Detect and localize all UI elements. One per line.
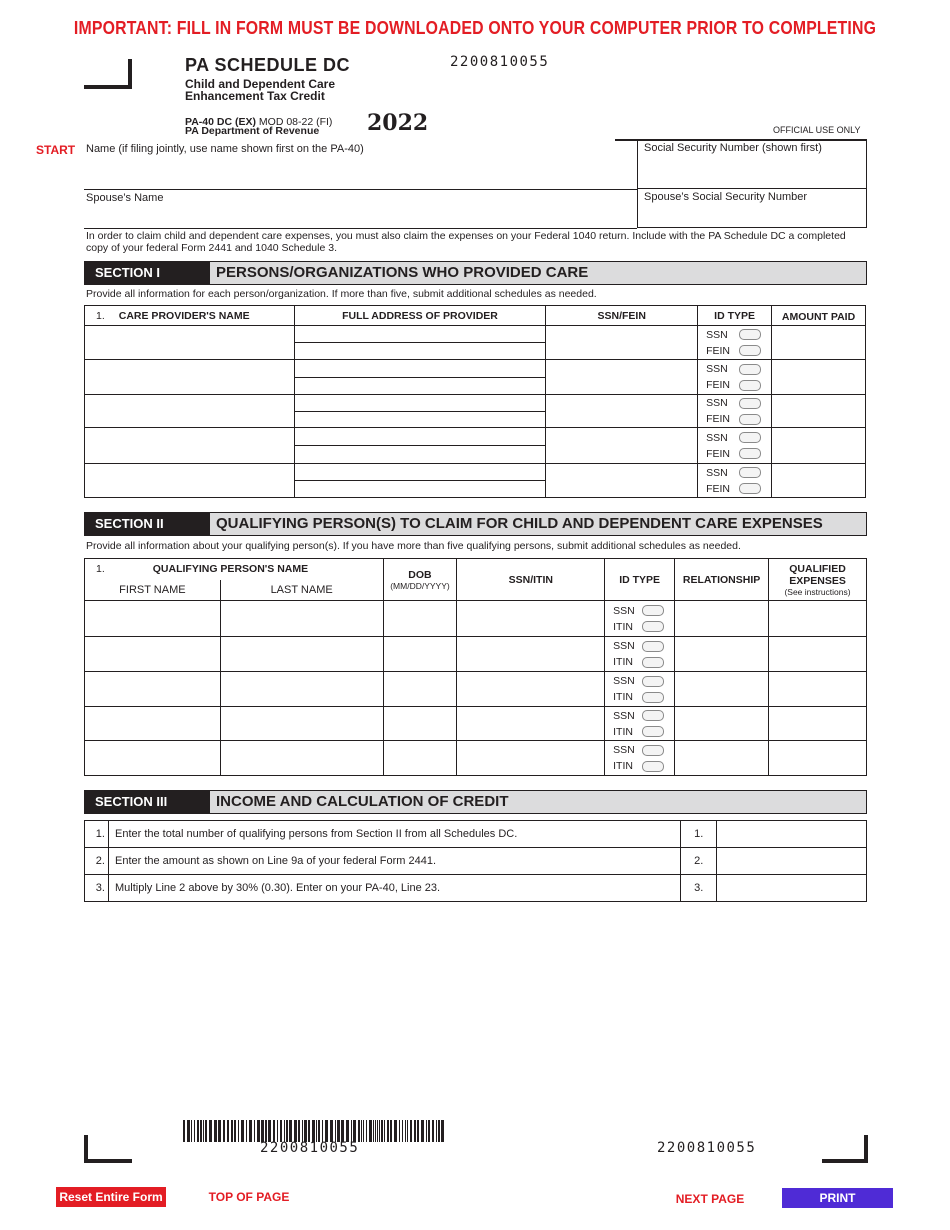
qp-dob-text: DOB — [408, 568, 432, 581]
id-option-fein[interactable] — [698, 411, 771, 427]
id-option-label: ITIN — [613, 725, 633, 738]
provider-address-line-2[interactable] — [295, 446, 546, 463]
id-option-label: SSN — [613, 640, 635, 652]
barcode-bar — [428, 1120, 430, 1142]
qp-idtype-cell — [605, 672, 675, 707]
calc-line-text: Enter the total number of qualifying persons from Section II from all Schedules DC. — [108, 821, 680, 848]
registration-mark-top-left — [84, 59, 132, 89]
barcode-bar — [414, 1120, 416, 1142]
barcode-bar — [325, 1120, 328, 1142]
barcode-bar — [246, 1120, 247, 1142]
id-option-label: SSN — [706, 363, 728, 375]
barcode-bar — [183, 1120, 185, 1142]
qp-dob-input[interactable] — [383, 741, 457, 776]
provider-amount-input[interactable] — [772, 360, 866, 395]
qp-expenses-input[interactable] — [769, 637, 867, 672]
section-3-header — [84, 790, 867, 814]
qp-name-header-text: QUALIFYING PERSON'S NAME — [152, 563, 309, 576]
calc-line-2-input[interactable] — [717, 848, 867, 875]
care-provider-row — [85, 326, 866, 360]
calc-line-1-input[interactable] — [717, 821, 867, 848]
qp-idtype-cell — [605, 601, 675, 637]
provider-address-line-2[interactable] — [295, 481, 546, 497]
qp-ssn-input[interactable] — [457, 707, 605, 741]
barcode-bar — [197, 1120, 199, 1142]
radio-button-icon[interactable] — [739, 398, 761, 409]
form-id-mod: MOD 08-22 (FI) — [258, 116, 333, 128]
care-provider-row — [85, 428, 866, 464]
provider-ssn-input[interactable] — [546, 395, 698, 428]
section-2-instructions: Provide all information about your qualifying person(s). If you have more than five qualifying persons, submit additional schedules as needed. — [86, 540, 741, 552]
official-use-label: OFFICIAL USE ONLY — [773, 125, 861, 135]
id-option-ssn[interactable] — [698, 327, 771, 343]
qp-first-name-input[interactable] — [85, 707, 221, 741]
barcode-bar — [280, 1120, 282, 1142]
radio-button-icon[interactable] — [739, 467, 761, 478]
qp-first-name-input[interactable] — [85, 672, 221, 707]
provider-ssn-header: SSN/FEIN — [546, 306, 698, 326]
id-option-label: SSN — [706, 466, 728, 479]
barcode-bar — [268, 1120, 271, 1142]
qp-expenses-1: QUALIFIED — [789, 562, 846, 575]
provider-address-line-2[interactable] — [295, 343, 546, 359]
credit-calculation-table — [84, 820, 867, 902]
provider-address-line-1[interactable] — [295, 464, 546, 481]
provider-ssn-input[interactable] — [546, 360, 698, 395]
barcode-bar — [375, 1120, 376, 1142]
id-option-ssn[interactable] — [698, 465, 771, 481]
provider-ssn-input[interactable] — [546, 464, 698, 498]
id-option-ssn[interactable] — [698, 361, 771, 377]
qp-row-number: 1. — [96, 563, 105, 576]
spouse-ssn-label: Spouse’s Social Security Number — [644, 191, 808, 203]
id-option-ssn[interactable] — [605, 638, 674, 654]
provider-idtype-cell — [698, 326, 772, 360]
calc-line-3-input[interactable] — [717, 875, 867, 902]
provider-amount-input[interactable] — [772, 395, 866, 428]
id-option-label: FEIN — [706, 379, 731, 391]
provider-address-header: FULL ADDRESS OF PROVIDER — [294, 306, 546, 326]
provider-amount-input[interactable] — [772, 428, 866, 464]
barcode-bar — [366, 1120, 367, 1142]
form-number-bottom: 2200810055 — [657, 1140, 757, 1156]
qp-first-name-input[interactable] — [85, 637, 221, 672]
barcode-bar — [363, 1120, 364, 1142]
barcode-bar — [335, 1120, 336, 1142]
qualifying-person-row — [85, 672, 867, 707]
barcode-bar — [421, 1120, 424, 1142]
radio-button-icon[interactable] — [642, 726, 664, 737]
qp-last-name-input[interactable] — [220, 637, 383, 672]
provider-address-cell — [294, 464, 546, 498]
barcode-bar — [316, 1120, 317, 1142]
provider-address-line-1[interactable] — [295, 428, 546, 446]
barcode-bar — [407, 1120, 408, 1142]
barcode-bar — [238, 1120, 239, 1142]
barcode-bar — [234, 1120, 236, 1142]
barcode-image — [183, 1120, 447, 1142]
name-block — [84, 140, 867, 228]
calc-line-number: 2. — [85, 848, 109, 875]
barcode-bar — [257, 1120, 260, 1142]
qp-idtype-cell — [605, 637, 675, 672]
provider-idtype-cell — [698, 428, 772, 464]
qp-last-name-input[interactable] — [220, 672, 383, 707]
id-option-fein[interactable] — [698, 343, 771, 359]
barcode-bar — [346, 1120, 349, 1142]
provider-idtype-cell — [698, 395, 772, 428]
spouse-name-label: Spouse’s Name — [86, 192, 164, 204]
provider-name-header — [85, 306, 295, 326]
qp-dob-input[interactable] — [383, 672, 457, 707]
barcode-bar — [294, 1120, 297, 1142]
form-subtitle-1: Child and Dependent Care — [185, 77, 336, 91]
radio-button-icon[interactable] — [739, 380, 761, 391]
calc-line-ref: 3. — [681, 875, 717, 902]
id-option-itin[interactable] — [605, 758, 674, 774]
id-option-ssn[interactable] — [698, 430, 771, 446]
barcode-bar — [361, 1120, 362, 1142]
spouse-name-field[interactable] — [84, 189, 637, 229]
calc-line-text: Enter the amount as shown on Line 9a of your federal Form 2441. — [108, 848, 680, 875]
barcode-bar — [187, 1120, 190, 1142]
provider-address-cell — [294, 395, 546, 428]
qp-relationship-input[interactable] — [675, 707, 769, 741]
qp-first-name-input[interactable] — [85, 741, 221, 776]
radio-button-icon[interactable] — [642, 621, 664, 632]
qp-expenses-header — [769, 559, 867, 601]
qp-expenses-2: EXPENSES — [789, 574, 846, 587]
qp-expenses-note: (See instructions) — [784, 586, 851, 597]
row-number: 1. — [96, 309, 105, 322]
care-provider-row — [85, 464, 866, 498]
radio-button-icon[interactable] — [739, 432, 761, 443]
qp-first-name-input[interactable] — [85, 601, 221, 637]
id-option-ssn[interactable] — [605, 708, 674, 724]
id-option-label: FEIN — [706, 344, 731, 357]
section-1-header — [84, 261, 867, 285]
barcode-bar — [438, 1120, 440, 1142]
radio-button-icon[interactable] — [642, 657, 664, 668]
barcode-bar — [405, 1120, 406, 1142]
id-option-ssn[interactable] — [605, 603, 674, 619]
provider-ssn-input[interactable] — [546, 326, 698, 360]
id-option-label: FEIN — [706, 482, 731, 495]
provider-address-line-1[interactable] — [295, 326, 546, 343]
id-option-label: FEIN — [706, 413, 731, 425]
department-name: PA Department of Revenue — [185, 125, 320, 137]
id-option-itin[interactable] — [605, 619, 674, 635]
barcode-bar — [379, 1120, 380, 1142]
calc-line-3 — [85, 875, 867, 902]
barcode-bar — [265, 1120, 267, 1142]
provider-address-line-2[interactable] — [295, 378, 546, 395]
barcode-bar — [284, 1120, 285, 1142]
barcode-bar — [191, 1120, 192, 1142]
section-2-header — [84, 512, 867, 536]
qp-first-name-header: FIRST NAME — [85, 580, 221, 601]
qp-expenses-input[interactable] — [769, 672, 867, 707]
ssn-label: Social Security Number (shown first) — [644, 142, 822, 154]
qp-expenses-input[interactable] — [769, 707, 867, 741]
form-subtitle-2: Enhancement Tax Credit — [185, 89, 325, 103]
barcode-bar — [218, 1120, 221, 1142]
section-3-label: SECTION III — [84, 790, 210, 814]
tax-year: 2022 — [367, 110, 429, 136]
id-option-fein[interactable] — [698, 481, 771, 497]
barcode-bar — [254, 1120, 255, 1142]
id-option-itin[interactable] — [605, 724, 674, 740]
qp-idtype-cell — [605, 741, 675, 776]
id-option-label: FEIN — [706, 447, 731, 460]
print-button[interactable]: PRINT — [782, 1188, 893, 1208]
provider-idtype-header: ID TYPE — [698, 306, 772, 326]
ssn-field[interactable] — [637, 140, 867, 189]
name-label: Name (if filing jointly, use name shown first on the PA-40) — [86, 143, 364, 155]
id-option-fein[interactable] — [698, 377, 771, 393]
intro-text: In order to claim child and dependent care expenses, you must also claim the expenses on your Federal 1040 return. Include with the PA Schedule DC a completed copy of your federal Form 2441 and 1040 Schedule 3. — [86, 230, 846, 254]
barcode-bar — [390, 1120, 392, 1142]
qp-ssn-header: SSN/ITIN — [457, 559, 605, 601]
spouse-ssn-field[interactable] — [637, 189, 867, 228]
barcode-bar — [432, 1120, 434, 1142]
qp-idtype-header: ID TYPE — [605, 559, 675, 601]
qualifying-person-row — [85, 601, 867, 637]
radio-button-icon[interactable] — [642, 676, 664, 687]
radio-button-icon[interactable] — [739, 448, 761, 459]
section-1-label: SECTION I — [84, 261, 210, 285]
id-option-label: ITIN — [613, 656, 633, 668]
qualifying-person-row — [85, 707, 867, 741]
barcode-bar — [402, 1120, 403, 1142]
id-option-itin[interactable] — [605, 689, 674, 705]
barcode-bar — [308, 1120, 310, 1142]
barcode-bar — [394, 1120, 397, 1142]
barcode-bar — [312, 1120, 315, 1142]
qp-dob-format: (MM/DD/YYYY) — [390, 580, 450, 591]
section-1-instructions: Provide all information for each person/organization. If more than five, submit additional schedules as needed. — [86, 288, 597, 300]
id-option-ssn[interactable] — [698, 395, 771, 411]
id-option-label: SSN — [706, 431, 728, 444]
qp-last-name-input[interactable] — [220, 741, 383, 776]
barcode-bar — [337, 1120, 340, 1142]
provider-address-cell — [294, 428, 546, 464]
qualifying-person-table — [84, 558, 867, 776]
radio-button-icon[interactable] — [642, 761, 664, 772]
provider-name-input[interactable] — [85, 326, 295, 360]
radio-button-icon[interactable] — [739, 483, 761, 494]
barcode-number: 2200810055 — [260, 1140, 360, 1156]
barcode-bar — [249, 1120, 252, 1142]
barcode-bar — [436, 1120, 437, 1142]
provider-amount-input[interactable] — [772, 326, 866, 360]
provider-amount-header: AMOUNT PAID — [772, 306, 866, 326]
radio-button-icon[interactable] — [739, 329, 761, 340]
provider-amount-input[interactable] — [772, 464, 866, 498]
radio-button-icon[interactable] — [642, 710, 664, 721]
radio-button-icon[interactable] — [739, 414, 761, 425]
name-field[interactable] — [84, 140, 637, 190]
barcode-bar — [369, 1120, 372, 1142]
barcode-bar — [205, 1120, 207, 1142]
barcode-bar — [277, 1120, 278, 1142]
radio-button-icon[interactable] — [739, 364, 761, 375]
id-option-label: SSN — [613, 709, 635, 722]
qp-last-name-input[interactable] — [220, 707, 383, 741]
barcode-bar — [417, 1120, 419, 1142]
barcode-bar — [384, 1120, 385, 1142]
barcode-bar — [304, 1120, 307, 1142]
barcode-bar — [302, 1120, 303, 1142]
id-option-label: SSN — [613, 675, 635, 687]
registration-mark-bottom-left — [84, 1135, 132, 1163]
top-of-page-button[interactable]: TOP OF PAGE — [208, 1190, 290, 1204]
id-option-label: SSN — [706, 397, 728, 409]
calc-line-1 — [85, 821, 867, 848]
barcode-bar — [399, 1120, 400, 1142]
barcode-bar — [214, 1120, 217, 1142]
form-title: PA SCHEDULE DC — [185, 55, 351, 75]
qp-ssn-input[interactable] — [457, 741, 605, 776]
reset-form-button[interactable]: Reset Entire Form — [56, 1187, 166, 1207]
form-id-code: PA-40 DC (EX) — [185, 116, 256, 128]
barcode-bar — [322, 1120, 323, 1142]
barcode-bar — [373, 1120, 374, 1142]
section-2-label: SECTION II — [84, 512, 210, 536]
radio-button-icon[interactable] — [642, 605, 664, 616]
barcode-bar — [341, 1120, 344, 1142]
barcode-bar — [286, 1120, 288, 1142]
provider-address-line-1[interactable] — [295, 360, 546, 378]
qp-dob-input[interactable] — [383, 601, 457, 637]
care-provider-row — [85, 395, 866, 428]
provider-address-line-1[interactable] — [295, 395, 546, 412]
qp-last-name-header: LAST NAME — [220, 580, 383, 601]
barcode-bar — [273, 1120, 275, 1142]
qp-last-name-input[interactable] — [220, 601, 383, 637]
barcode-bar — [441, 1120, 444, 1142]
id-option-fein[interactable] — [698, 446, 771, 462]
qp-idtype-cell — [605, 707, 675, 741]
barcode-bar — [227, 1120, 229, 1142]
barcode-bar — [353, 1120, 356, 1142]
barcode-bar — [358, 1120, 360, 1142]
provider-idtype-cell — [698, 464, 772, 498]
barcode-bar — [200, 1120, 202, 1142]
download-warning-banner: IMPORTANT: FILL IN FORM MUST BE DOWNLOADED ONTO YOUR COMPUTER PRIOR TO COMPLETING — [73, 18, 877, 38]
id-option-label: ITIN — [613, 760, 633, 772]
calc-line-number: 3. — [85, 875, 109, 902]
calc-line-ref: 1. — [681, 821, 717, 848]
next-page-button[interactable]: NEXT PAGE — [675, 1192, 745, 1206]
barcode-bar — [381, 1120, 383, 1142]
barcode-bar — [318, 1120, 320, 1142]
qp-dob-input[interactable] — [383, 637, 457, 672]
qp-relationship-input[interactable] — [675, 672, 769, 707]
qp-dob-header — [383, 559, 457, 601]
qp-relationship-input[interactable] — [675, 601, 769, 637]
qp-ssn-input[interactable] — [457, 672, 605, 707]
barcode-bar — [209, 1120, 212, 1142]
barcode-bar — [194, 1120, 195, 1142]
qp-ssn-input[interactable] — [457, 637, 605, 672]
provider-name-header-text: CARE PROVIDER'S NAME — [118, 309, 250, 322]
provider-address-line-2[interactable] — [295, 412, 546, 428]
section-1-title: PERSONS/ORGANIZATIONS WHO PROVIDED CARE — [210, 261, 867, 285]
provider-name-input[interactable] — [85, 464, 295, 498]
qp-ssn-input[interactable] — [457, 601, 605, 637]
radio-button-icon[interactable] — [642, 745, 664, 756]
barcode-bar — [377, 1120, 378, 1142]
care-provider-row — [85, 360, 866, 395]
provider-ssn-input[interactable] — [546, 428, 698, 464]
barcode-bar — [231, 1120, 233, 1142]
qp-expenses-input[interactable] — [769, 741, 867, 776]
barcode-bar — [241, 1120, 244, 1142]
id-option-label: ITIN — [613, 620, 633, 633]
id-option-label: SSN — [613, 744, 635, 756]
provider-name-input[interactable] — [85, 428, 295, 464]
calc-line-ref: 2. — [681, 848, 717, 875]
id-option-label: SSN — [613, 604, 635, 617]
qp-dob-input[interactable] — [383, 707, 457, 741]
id-option-itin[interactable] — [605, 654, 674, 670]
registration-mark-bottom-right — [822, 1135, 868, 1163]
provider-address-cell — [294, 360, 546, 395]
qp-relationship-input[interactable] — [675, 637, 769, 672]
radio-button-icon[interactable] — [642, 692, 664, 703]
id-option-ssn[interactable] — [605, 673, 674, 689]
barcode-bar — [330, 1120, 333, 1142]
radio-button-icon[interactable] — [642, 641, 664, 652]
qp-name-header — [85, 559, 384, 580]
section-2-title: QUALIFYING PERSON(S) TO CLAIM FOR CHILD AND DEPENDENT CARE EXPENSES — [210, 512, 867, 536]
qualifying-person-row — [85, 637, 867, 672]
barcode-bar — [289, 1120, 292, 1142]
barcode-bar — [426, 1120, 427, 1142]
provider-name-input[interactable] — [85, 395, 295, 428]
provider-address-cell — [294, 326, 546, 360]
id-option-label: ITIN — [613, 691, 633, 703]
qp-expenses-input[interactable] — [769, 601, 867, 637]
section-3-title: INCOME AND CALCULATION OF CREDIT — [210, 790, 867, 814]
barcode-bar — [298, 1120, 300, 1142]
start-label: START — [36, 143, 76, 157]
barcode-bar — [203, 1120, 204, 1142]
barcode-bar — [351, 1120, 352, 1142]
calc-line-text: Multiply Line 2 above by 30% (0.30). Enter on your PA-40, Line 23. — [108, 875, 680, 902]
qp-relationship-header: RELATIONSHIP — [675, 559, 769, 601]
care-provider-table — [84, 305, 866, 498]
id-option-ssn[interactable] — [605, 742, 674, 758]
qualifying-person-row — [85, 741, 867, 776]
calc-line-2 — [85, 848, 867, 875]
provider-name-input[interactable] — [85, 360, 295, 395]
barcode-bar — [410, 1120, 412, 1142]
calc-line-number: 1. — [85, 821, 109, 848]
form-number-top: 2200810055 — [450, 54, 550, 70]
id-option-label: SSN — [706, 328, 728, 341]
provider-idtype-cell — [698, 360, 772, 395]
barcode-bar — [223, 1120, 225, 1142]
barcode-bar — [261, 1120, 264, 1142]
radio-button-icon[interactable] — [739, 345, 761, 356]
barcode-bar — [387, 1120, 389, 1142]
qp-relationship-input[interactable] — [675, 741, 769, 776]
